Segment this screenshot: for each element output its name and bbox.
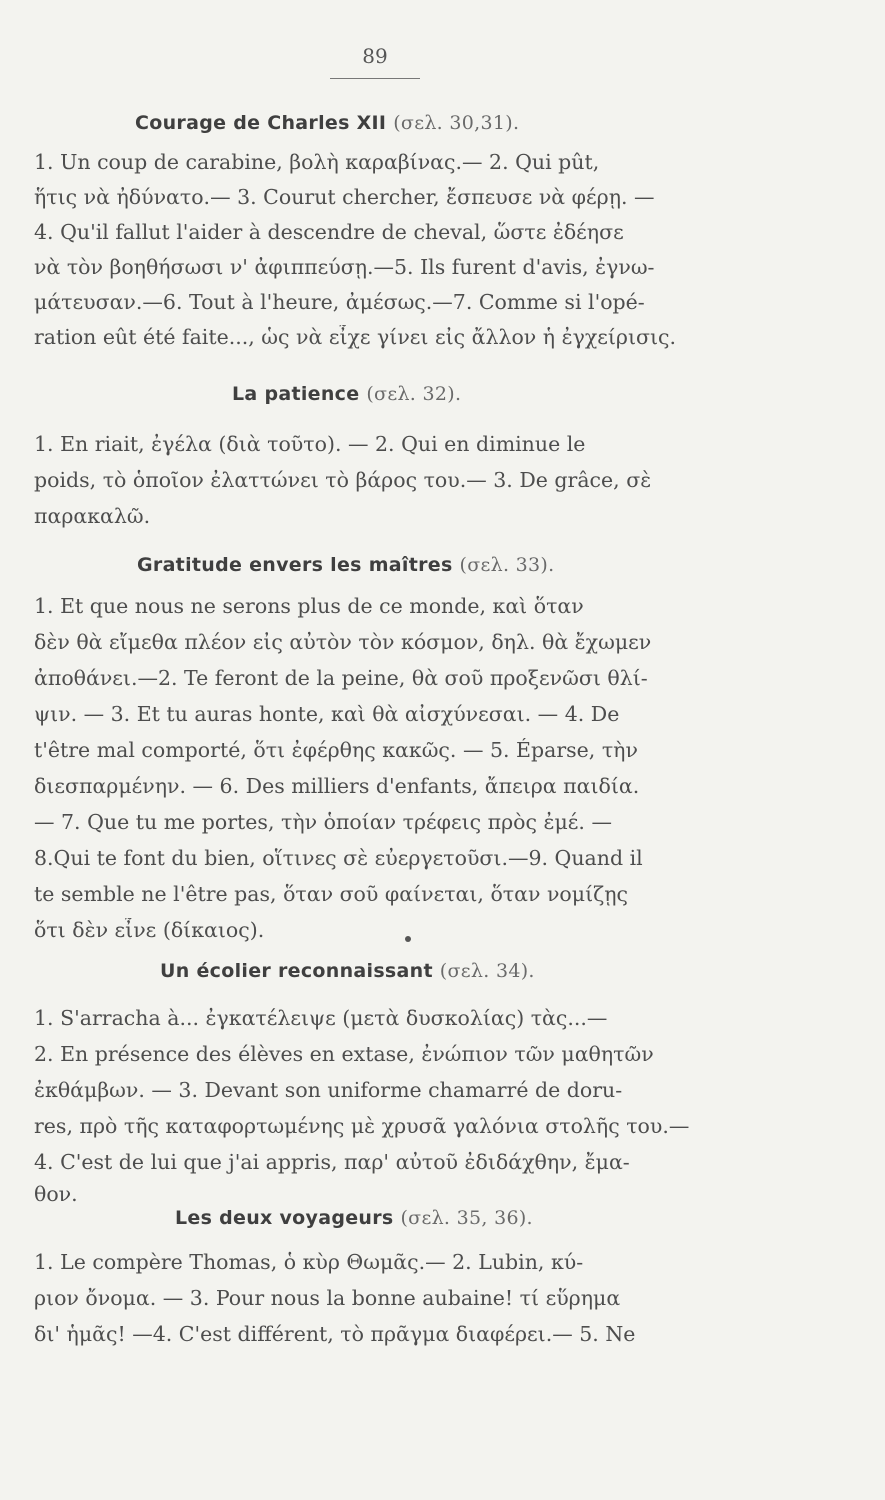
text-line: 1. Un coup de carabine, βολὴ καραβίνας.— 2. Qui pût, <box>34 150 600 174</box>
text-line: δὲν θὰ εἴμεθα πλέον εἰς αὐτὸν τὸν κόσμον, δηλ. θὰ ἔχωμεν <box>34 630 652 654</box>
text-line: 2. En présence des élèves en extase, ἐνώπιον τῶν μαθητῶν <box>34 1042 654 1066</box>
text-line: poids, τὸ ὁποῖον ἐλαττώνει τὸ βάρος του.— 3. De grâce, σὲ <box>34 468 652 492</box>
section-heading-courage <box>135 112 519 134</box>
section-title: La patience <box>232 383 360 405</box>
page-number: 89 <box>362 44 388 68</box>
section-page-ref: (σελ. 35, 36). <box>400 1207 533 1229</box>
text-line: ration eût été faite..., ὡς νὰ εἶχε γίνει εἰς ἄλλον ἡ ἐγχείρισις. <box>34 325 677 349</box>
section-heading-ecolier <box>160 960 535 982</box>
text-line: παρακαλῶ. <box>34 504 151 528</box>
text-line: θον. <box>34 1182 78 1206</box>
section-page-ref: (σελ. 33). <box>459 554 555 576</box>
text-line: διεσπαρμένην. — 6. Des milliers d'enfants, ἄπειρα παιδία. <box>34 774 640 798</box>
text-line: 8.Qui te font du bien, οἵτινες σὲ εὐεργετοῦσι.—9. Quand il <box>34 846 643 870</box>
section-page-ref: (σελ. 30,31). <box>393 112 520 134</box>
text-line: 4. Qu'il fallut l'aider à descendre de cheval, ὥστε ἐδέησε <box>34 220 624 244</box>
text-line: res, πρὸ τῆς καταφορτωμένης μὲ χρυσᾶ γαλόνια στολῆς του.— <box>34 1114 690 1138</box>
section-title: Un écolier reconnaissant <box>160 960 433 982</box>
section-heading-patience <box>232 383 461 405</box>
text-line: — 7. Que tu me portes, τὴν ὁποίαν τρέφεις πρὸς ἐμέ. — <box>34 810 612 834</box>
text-line: 1. En riait, ἐγέλα (διὰ τοῦτο). — 2. Qui en diminue le <box>34 432 586 456</box>
section-heading-voyageurs <box>175 1207 533 1229</box>
section-title: Courage de Charles XII <box>135 112 387 134</box>
text-line: 1. Et que nous ne serons plus de ce monde, καὶ ὅταν <box>34 594 584 618</box>
text-line: 4. C'est de lui que j'ai appris, παρ' αὐτοῦ ἐδιδάχθην, ἔμα- <box>34 1150 630 1174</box>
text-line: ἐκθάμβων. — 3. Devant son uniforme chamarré de doru- <box>34 1078 623 1102</box>
text-line: te semble ne l'être pas, ὅταν σοῦ φαίνεται, ὅταν νομίζῃς <box>34 882 628 906</box>
section-title: Gratitude envers les maîtres <box>137 554 453 576</box>
text-line: ἀποθάνει.—2. Te feront de la peine, θὰ σοῦ προξενῶσι θλί- <box>34 666 648 690</box>
text-line: t'être mal comporté, ὅτι ἐφέρθης κακῶς. — 5. Éparse, τὴν <box>34 738 638 762</box>
section-page-ref: (σελ. 32). <box>366 383 462 405</box>
text-line: ἥτις νὰ ἠδύνατο.— 3. Courut chercher, ἔσπευσε νὰ φέρῃ. — <box>34 185 655 209</box>
page-number-rule <box>330 78 420 79</box>
text-line: νὰ τὸν βοηθήσωσι ν' ἀφιππεύσῃ.—5. Ils furent d'avis, ἐγνω- <box>34 255 655 279</box>
text-line: 1. S'arracha à... ἐγκατέλειψε (μετὰ δυσκολίας) τὰς...— <box>34 1006 608 1030</box>
text-line: ριον ὄνομα. — 3. Pour nous la bonne aubaine! τί εὕρημα <box>34 1286 621 1310</box>
ink-dot <box>405 936 411 942</box>
section-title: Les deux voyageurs <box>175 1207 394 1229</box>
text-line: δι' ἡμᾶς! —4. C'est différent, τὸ πρᾶγμα διαφέρει.— 5. Ne <box>34 1322 636 1346</box>
text-line: ψιν. — 3. Et tu auras honte, καὶ θὰ αἰσχύνεσαι. — 4. De <box>34 702 620 726</box>
section-page-ref: (σελ. 34). <box>439 960 535 982</box>
text-line: ὅτι δὲν εἶνε (δίκαιος). <box>34 918 265 942</box>
section-heading-gratitude <box>137 554 554 576</box>
text-line: μάτευσαν.—6. Tout à l'heure, ἀμέσως.—7. Comme si l'opé- <box>34 290 645 314</box>
text-line: 1. Le compère Thomas, ὁ κὺρ Θωμᾶς.— 2. Lubin, κύ- <box>34 1250 584 1274</box>
